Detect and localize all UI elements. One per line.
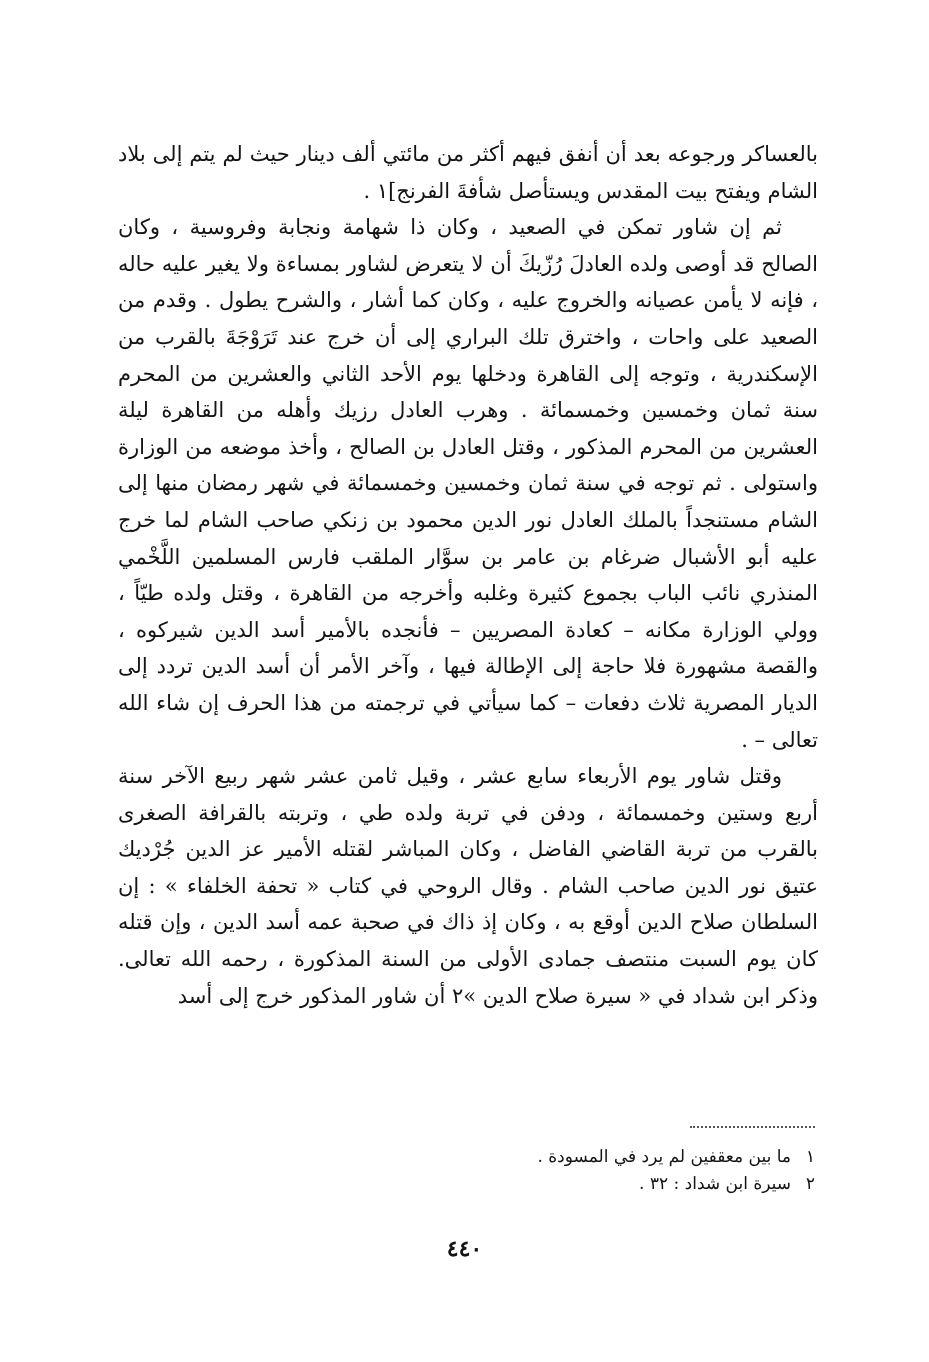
footnote-number: ٢ [805, 1174, 815, 1194]
paragraph-continuation: بالعساكر ورجوعه بعد أن أنفق فيهم أكثر من مائتي ألف دينار حيث لم يتم إلى بلاد الشام ويفتح بيت المقدس ويستأصل شأفةَ الفرنج]١ . [118, 142, 818, 203]
page-number: ٤٤٠ [446, 1236, 483, 1262]
paragraph-shawar-rise: ثم إن شاور تمكن في الصعيد ، وكان ذا شهامة ونجابة وفروسية ، وكان الصالح قد أوصى ولده العادلَ رُزّيكَ أن لا يتعرض لشاور بمساءة ولا يغير عليه حاله ، فإنه لا يأمن عصيانه والخروج عليه ، وكان كما أشار ، والشرح يطول . وقدم من الصعيد على واحات ، واخترق تلك البراري إلى أن خرج عند تَرَوْجَةَ بالقرب من الإسكندرية ، وتوجه إلى القاهرة ودخلها يوم الأحد الثاني والعشرين من المحرم سنة ثمان وخمسين وخمسمائة . وهرب العادل رزيك وأهله من القاهرة ليلة العشرين من المحرم المذكور ، وقتل العادل بن الصالح ، وأخذ موضعه من الوزارة واستولى . ثم توجه في سنة ثمان وخمسين وخمسمائة في شهر رمضان منها إلى الشام مستنجداً بالملك العادل نور الدين محمود بن زنكي صاحب الشام لما خرج عليه أبو الأشبال ضرغام بن عامر بن سوَّار الملقب فارس المسلمين اللَّخْمي المنذري نائب الباب بجموع كثيرة وغلبه وأخرجه من القاهرة ، وقتل ولده طيّاً ، وولي الوزارة مكانه – كعادة المصريين – فأنجده بالأمير أسد الدين شيركوه ، والقصة مشهورة فلا حاجة إلى الإطالة فيها ، وآخر الأمر أن أسد الدين تردد إلى الديار المصرية ثلاث دفعات – كما سيأتي في ترجمته من هذا الحرف إن شاء الله تعالى – . [118, 215, 818, 752]
footnote-text: ما بين معقفين لم يرد في المسودة . [537, 1147, 791, 1167]
footnote-1 [420, 1144, 815, 1171]
footnote-text: سيرة ابن شداد : ٣٢ . [639, 1174, 791, 1194]
footnote-separator [690, 1126, 815, 1128]
main-text [118, 136, 818, 1014]
footnote-number: ١ [805, 1147, 815, 1167]
footnote-2 [420, 1171, 815, 1198]
paragraph-shawar-death: وقتل شاور يوم الأربعاء سابع عشر ، وقيل ثامن عشر شهر ربيع الآخر سنة أربع وستين وخمسمائة ، ودفن في تربة ولده طي ، وتربته بالقرافة الصغرى بالقرب من تربة القاضي الفاضل ، وكان المباشر لقتله الأمير عز الدين جُرْديك عتيق نور الدين صاحب الشام . وقال الروحي في كتاب « تحفة الخلفاء » : إن السلطان صلاح الدين أوقع به ، وكان إذ ذاك في صحبة عمه أسد الدين ، وإن قتله كان يوم السبت منتصف جمادى الأولى من السنة المذكورة ، رحمه الله تعالى. وذكر ابن شداد في « سيرة صلاح الدين »٢ أن شاور المذكور خرج إلى أسد [118, 764, 818, 1008]
footnotes [420, 1144, 815, 1198]
